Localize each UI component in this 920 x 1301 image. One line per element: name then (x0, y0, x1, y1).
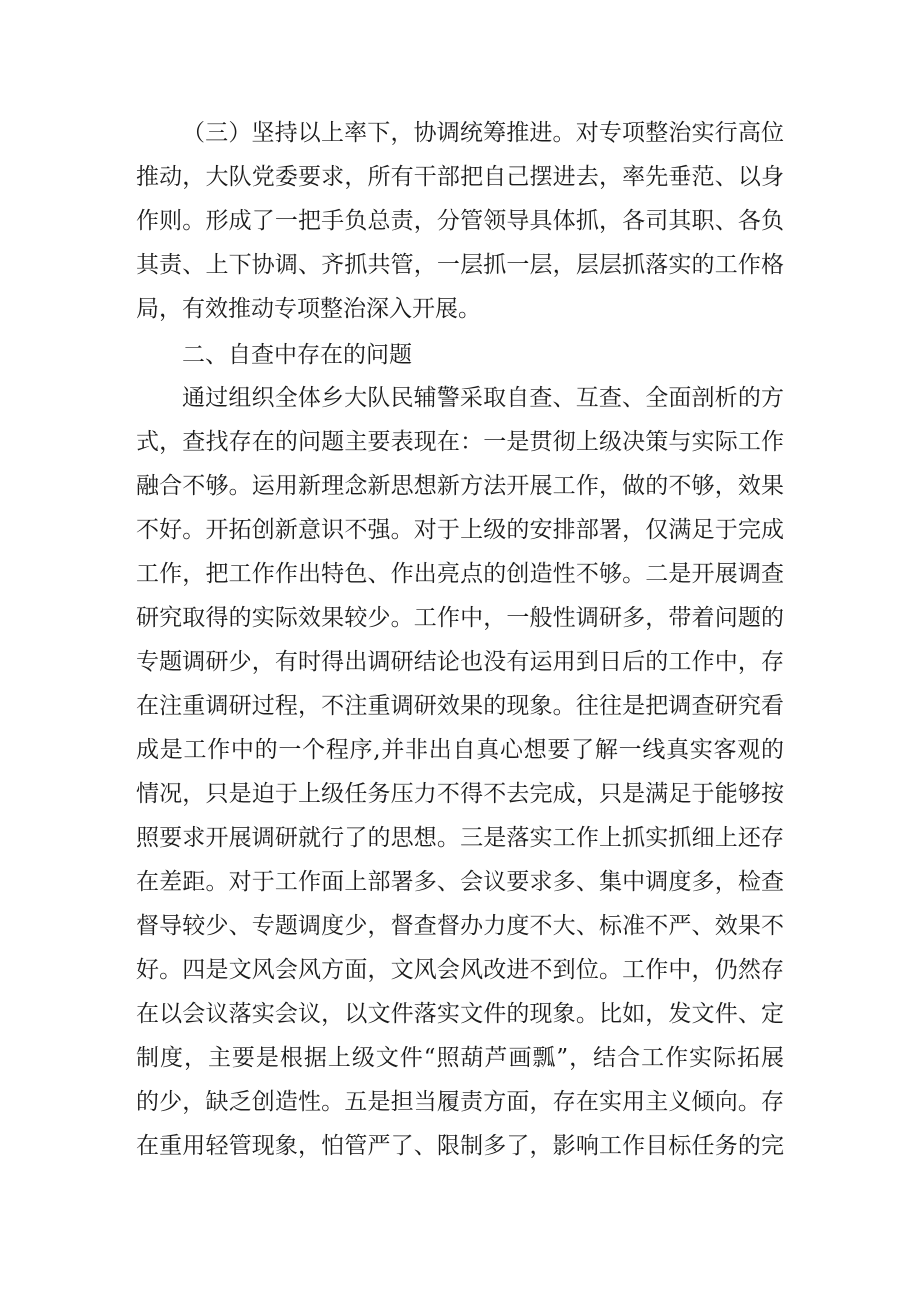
paragraph-line: 通过组织全体乡大队民辅警采取自查、互查、全面剖析的方 (182, 385, 784, 411)
paragraph-line: 在以会议落实会议，以文件落实文件的现象。比如，发文件、定 (136, 1001, 784, 1027)
paragraph-line: 照要求开展调研就行了的思想。三是落实工作上抓实抓细上还存 (136, 825, 784, 851)
paragraph-line: 成是工作中的一个程序,并非出自真心想要了解一线真实客观的 (136, 737, 784, 763)
paragraph-line: 制度，主要是根据上级文件“照葫芦画瓢”，结合工作实际拓展 (136, 1045, 784, 1071)
paragraph-line: 融合不够。运用新理念新思想新方法开展工作，做的不够，效果 (136, 473, 784, 499)
paragraph-line: 专题调研少，有时得出调研结论也没有运用到日后的工作中，存 (136, 649, 784, 675)
paragraph-line: 式，查找存在的问题主要表现在：一是贯彻上级决策与实际工作 (136, 429, 784, 455)
paragraph-line: 推动，大队党委要求，所有干部把自己摆进去，率先垂范、以身 (136, 164, 784, 190)
paragraph-line: 的少，缺乏创造性。五是担当履责方面，存在实用主义倾向。存 (136, 1089, 784, 1115)
paragraph-line: 作则。形成了一把手负总责，分管领导具体抓，各司其职、各负 (136, 208, 784, 234)
paragraph-line: 情况，只是迫于上级任务压力不得不去完成，只是满足于能够按 (136, 781, 784, 807)
paragraph-line: （三）坚持以上率下，协调统筹推进。对专项整治实行高位 (182, 120, 784, 146)
paragraph-line: 在注重调研过程，不注重调研效果的现象。往往是把调查研究看 (136, 693, 784, 719)
paragraph-line: 督导较少、专题调度少，督查督办力度不大、标准不严、效果不 (136, 913, 784, 939)
paragraph-line: 在差距。对于工作面上部署多、会议要求多、集中调度多，检查 (136, 869, 784, 895)
paragraph-line: 在重用轻管现象，怕管严了、限制多了，影响工作目标任务的完 (136, 1133, 784, 1159)
paragraph-line: 工作，把工作作出特色、作出亮点的创造性不够。二是开展调查 (136, 561, 784, 587)
paragraph-line: 好。四是文风会风方面，文风会风改进不到位。工作中，仍然存 (136, 957, 784, 983)
paragraph-line: 其责、上下协调、齐抓共管，一层抓一层，层层抓落实的工作格 (136, 252, 784, 278)
section-heading: 二、自查中存在的问题 (182, 342, 412, 368)
paragraph-line: 不好。开拓创新意识不强。对于上级的安排部署，仅满足于完成 (136, 517, 784, 543)
paragraph-line: 研究取得的实际效果较少。工作中，一般性调研多，带着问题的 (136, 605, 784, 631)
paragraph-line: 局，有效推动专项整治深入开展。 (136, 296, 481, 322)
